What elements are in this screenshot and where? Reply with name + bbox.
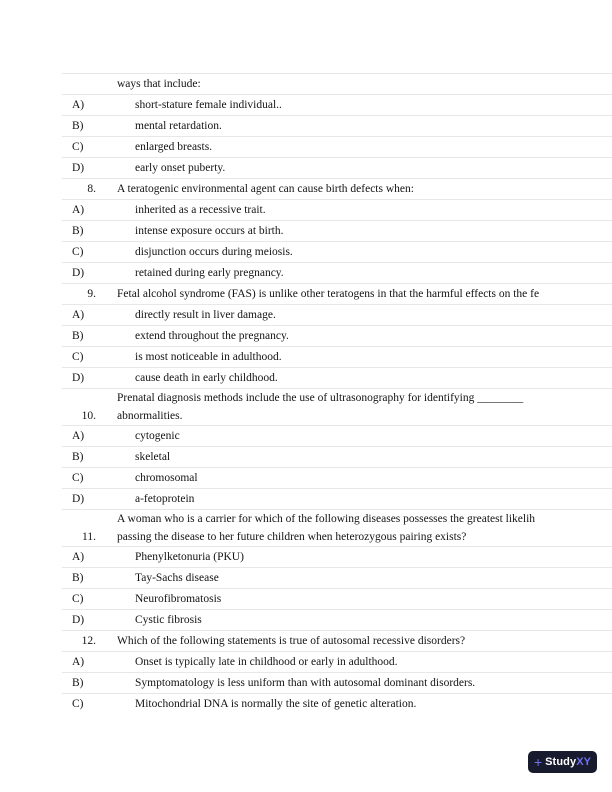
quiz-question-list [62, 73, 612, 714]
option-row [62, 346, 612, 367]
question-number: 11. [82, 531, 96, 543]
question-text [117, 179, 612, 199]
question-text-line: Fetal alcohol syndrome (FAS) is unlike other teratogens in that the harmful effects on the fe [117, 288, 540, 300]
option-letter: C) [72, 593, 84, 605]
option-row [62, 136, 612, 157]
option-text: Mitochondrial DNA is normally the site of genetic alteration. [135, 698, 417, 710]
option-text: early onset puberty. [135, 162, 226, 174]
question-row [62, 388, 612, 425]
option-letter: A) [72, 430, 85, 442]
option-text: a-fetoprotein [135, 493, 195, 505]
option-letter: B) [72, 572, 84, 584]
option-text: inherited as a recessive trait. [135, 204, 266, 216]
question-row [62, 509, 612, 546]
option-letter: D) [72, 493, 85, 505]
option-row [62, 467, 612, 488]
option-letter: B) [72, 120, 84, 132]
question-text-line: abnormalities. [117, 410, 183, 422]
option-text: extend throughout the pregnancy. [135, 330, 289, 342]
option-letter: D) [72, 372, 85, 384]
option-text: Tay-Sachs disease [135, 572, 219, 584]
question-text-line: ways that include: [117, 78, 201, 90]
option-letter: D) [72, 162, 85, 174]
option-row [62, 367, 612, 388]
option-row [62, 304, 612, 325]
option-text: Neurofibromatosis [135, 593, 222, 605]
option-letter: C) [72, 472, 84, 484]
option-letter: C) [72, 246, 84, 258]
option-row [62, 262, 612, 283]
question-number: 8. [87, 183, 96, 195]
option-letter: A) [72, 99, 85, 111]
option-letter: C) [72, 698, 84, 710]
option-text: Phenylketonuria (PKU) [135, 551, 244, 563]
question-text [117, 284, 612, 304]
question-row [62, 283, 612, 304]
question-number: 12. [81, 635, 96, 647]
option-row [62, 546, 612, 567]
option-text: is most noticeable in adulthood. [135, 351, 282, 363]
option-text: short-stature female individual.. [135, 99, 282, 111]
question-text-line: Prenatal diagnosis methods include the use of ultrasonography for identifying ________ [117, 392, 524, 404]
option-text: directly result in liver damage. [135, 309, 276, 321]
question-text-line: passing the disease to her future children when heterozygous pairing exists? [117, 531, 467, 543]
brand-name-primary: Study [545, 755, 577, 768]
question-row [62, 178, 612, 199]
brand-name [545, 757, 591, 768]
option-row [62, 588, 612, 609]
option-letter: B) [72, 330, 84, 342]
option-row [62, 672, 612, 693]
option-letter: A) [72, 551, 85, 563]
question-text-line: A woman who is a carrier for which of the following diseases possesses the greatest likelih [117, 513, 536, 525]
option-text: Onset is typically late in childhood or early in adulthood. [135, 656, 398, 668]
question-number: 10. [81, 410, 96, 422]
option-text: Cystic fibrosis [135, 614, 202, 626]
option-row [62, 446, 612, 467]
question-row [62, 630, 612, 651]
option-text: cause death in early childhood. [135, 372, 278, 384]
option-letter: A) [72, 204, 85, 216]
question-number: 9. [87, 288, 96, 300]
option-text: chromosomal [135, 472, 198, 484]
question-text-line: Which of the following statements is true of autosomal recessive disorders? [117, 635, 466, 647]
option-letter: A) [72, 309, 85, 321]
option-letter: A) [72, 656, 85, 668]
question-text-line: A teratogenic environmental agent can cause birth defects when: [117, 183, 414, 195]
option-row [62, 241, 612, 262]
option-text: disjunction occurs during meiosis. [135, 246, 293, 258]
option-letter: C) [72, 141, 84, 153]
option-row [62, 567, 612, 588]
option-text: skeletal [135, 451, 171, 463]
option-row [62, 94, 612, 115]
question-text [117, 389, 612, 425]
option-text: enlarged breasts. [135, 141, 213, 153]
option-row [62, 609, 612, 630]
option-row [62, 325, 612, 346]
option-text: Symptomatology is less uniform than with autosomal dominant disorders. [135, 677, 476, 689]
option-letter: D) [72, 267, 85, 279]
option-row [62, 220, 612, 241]
question-text [117, 510, 612, 546]
question-number [62, 74, 96, 94]
studyxy-logo-badge [528, 751, 597, 773]
question-continuation-row [62, 73, 612, 94]
option-row [62, 199, 612, 220]
option-row [62, 488, 612, 509]
option-letter: B) [72, 225, 84, 237]
option-row [62, 693, 612, 714]
question-continuation-text [117, 74, 612, 94]
option-text: cytogenic [135, 430, 180, 442]
option-row [62, 115, 612, 136]
plus-icon: + [533, 753, 543, 770]
option-letter: B) [72, 677, 84, 689]
option-letter: D) [72, 614, 85, 626]
option-row [62, 651, 612, 672]
option-letter: B) [72, 451, 84, 463]
question-text [117, 631, 612, 651]
option-row [62, 157, 612, 178]
option-text: mental retardation. [135, 120, 222, 132]
option-text: intense exposure occurs at birth. [135, 225, 284, 237]
option-text: retained during early pregnancy. [135, 267, 284, 279]
brand-name-secondary: XY [576, 755, 592, 768]
option-letter: C) [72, 351, 84, 363]
option-row [62, 425, 612, 446]
